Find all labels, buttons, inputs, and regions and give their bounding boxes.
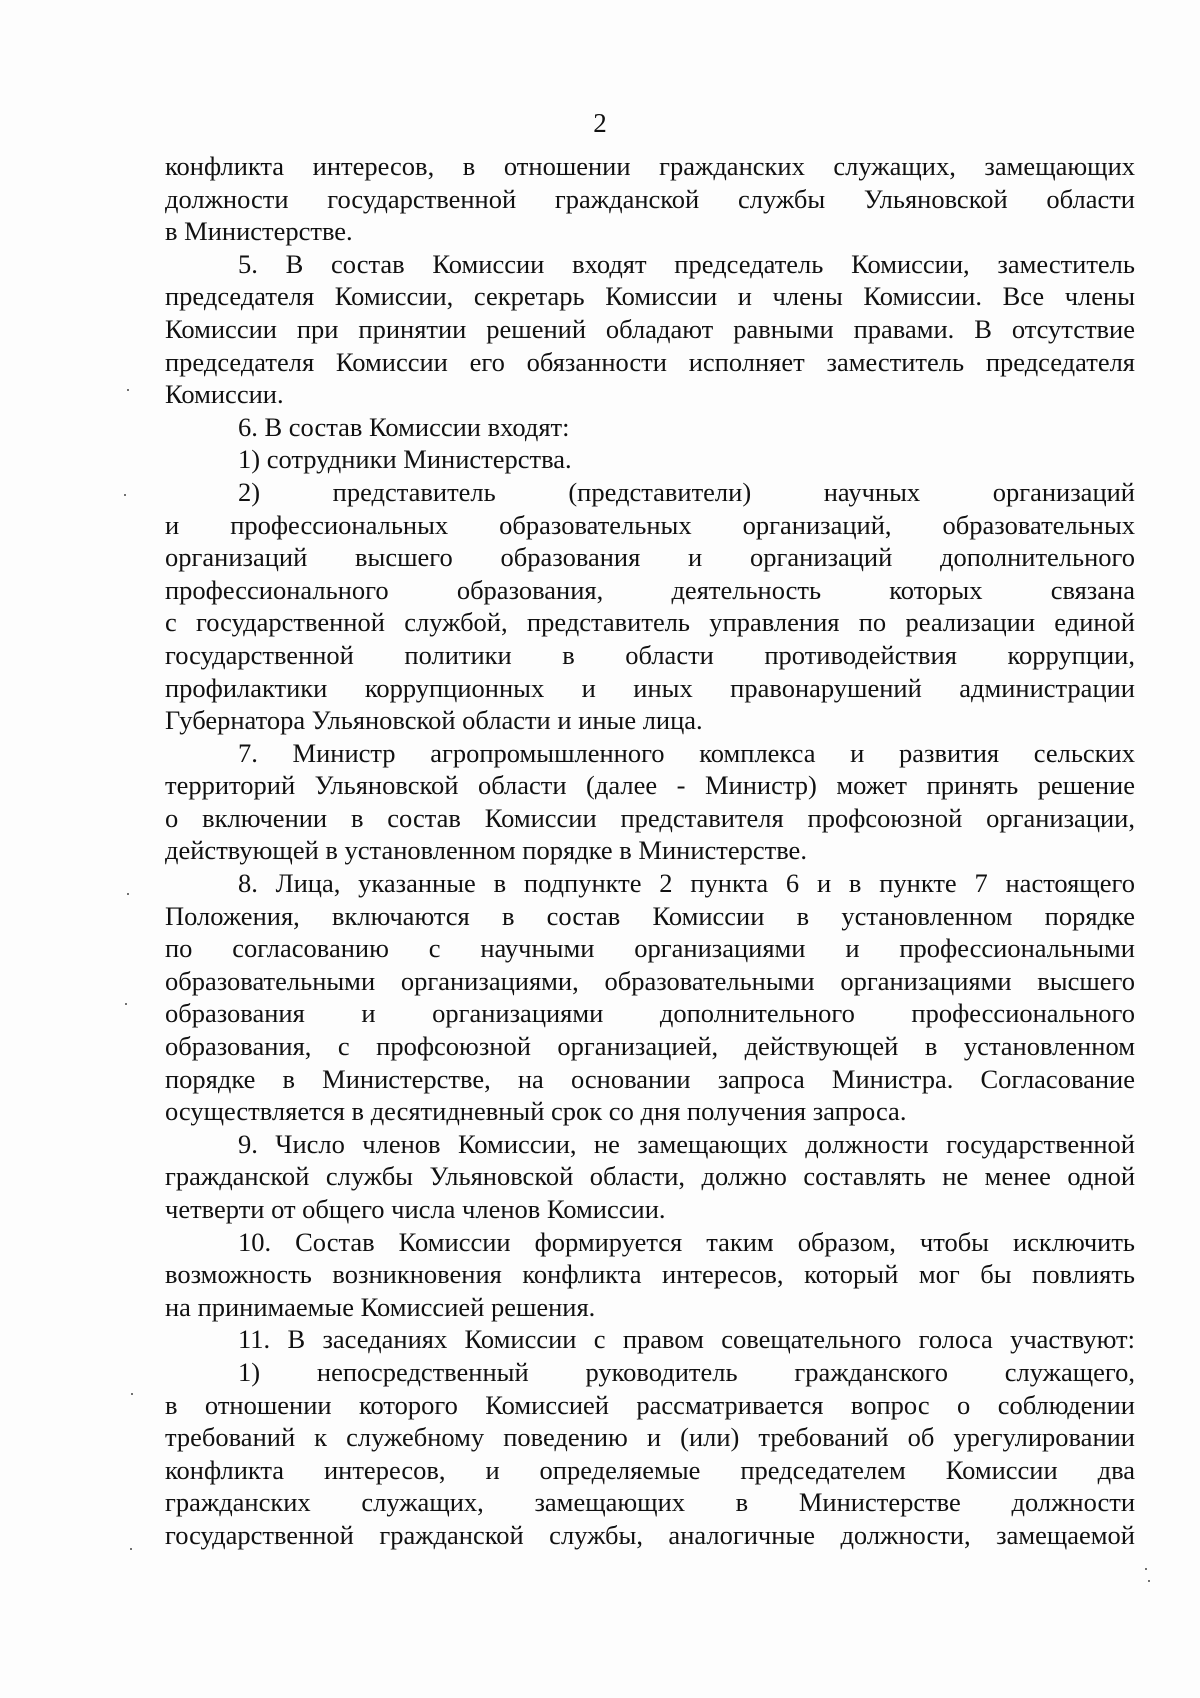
text-line: по согласованию с научными организациями и профессиональными <box>165 933 1135 964</box>
text-line: председателя Комиссии, секретарь Комиссии и члены Комиссии. Все члены <box>165 281 1135 312</box>
text-line: 10. Состав Комиссии формируется таким образом, чтобы исключить <box>238 1226 1135 1257</box>
text-line: в Министерстве. <box>165 216 353 247</box>
text-line: в отношении которого Комиссией рассматривается вопрос о соблюдении <box>165 1389 1135 1420</box>
text-line: Губернатора Ульяновской области и иные лица. <box>165 705 703 736</box>
scan-speck <box>127 893 129 895</box>
text-line: должности государственной гражданской службы Ульяновской области <box>165 183 1135 214</box>
text-line: 9. Число членов Комиссии, не замещающих должности государственной <box>238 1128 1135 1159</box>
scan-speck <box>1148 1580 1150 1582</box>
text-line: 2) представитель (представители) научных организаций <box>238 476 1135 507</box>
text-line: 1) непосредственный руководитель гражданского служащего, <box>238 1356 1135 1387</box>
text-line: на принимаемые Комиссией решения. <box>165 1291 596 1322</box>
text-line: государственной гражданской службы, аналогичные должности, замещаемой <box>165 1519 1135 1550</box>
text-line: территорий Ульяновской области (далее - Министр) может принять решение <box>165 770 1135 801</box>
text-line: конфликта интересов, и определяемые председателем Комиссии два <box>165 1454 1135 1485</box>
text-line: с государственной службой, представитель управления по реализации единой <box>165 607 1135 638</box>
text-line: 7. Министр агропромышленного комплекса и развития сельских <box>238 737 1135 768</box>
text-line: профилактики коррупционных и иных правонарушений администрации <box>165 672 1135 703</box>
text-line: Положения, включаются в состав Комиссии в установленном порядке <box>165 900 1135 931</box>
text-line: образовательными организациями, образовательными организациями высшего <box>165 965 1135 996</box>
text-line: 6. В состав Комиссии входят: <box>238 411 570 442</box>
text-line: гражданских служащих, замещающих в Министерстве должности <box>165 1487 1135 1518</box>
text-line: действующей в установленном порядке в Министерстве. <box>165 835 807 866</box>
scan-speck <box>124 494 126 496</box>
text-line: возможность возникновения конфликта интересов, который мог бы повлиять <box>165 1259 1135 1290</box>
text-line: 1) сотрудники Министерства. <box>238 444 572 475</box>
text-line: председателя Комиссии его обязанности исполняет заместитель председателя <box>165 346 1135 377</box>
text-line: профессионального образования, деятельность которых связана <box>165 574 1135 605</box>
document-body <box>165 150 1135 1552</box>
text-line: требований к служебному поведению и (или) требований об урегулировании <box>165 1422 1135 1453</box>
text-line: образования и организациями дополнительного профессионального <box>165 998 1135 1029</box>
text-line: 8. Лица, указанные в подпункте 2 пункта 6 и в пункте 7 настоящего <box>238 868 1135 899</box>
text-line: организаций высшего образования и организаций дополнительного <box>165 542 1135 573</box>
text-line: Комиссии при принятии решений обладают равными правами. В отсутствие <box>165 313 1135 344</box>
text-line: о включении в состав Комиссии представителя профсоюзной организации, <box>165 802 1135 833</box>
page-number: 2 <box>593 108 607 138</box>
scan-speck <box>130 1548 132 1550</box>
text-line: образования, с профсоюзной организацией, действующей в установленном <box>165 1031 1135 1062</box>
text-line: Комиссии. <box>165 379 284 410</box>
text-line: 11. В заседаниях Комиссии с правом совещательного голоса участвуют: <box>238 1324 1135 1355</box>
text-line: осуществляется в десятидневный срок со дня получения запроса. <box>165 1096 907 1127</box>
text-line: 5. В состав Комиссии входят председатель Комиссии, заместитель <box>238 248 1135 279</box>
scan-speck <box>131 1393 133 1395</box>
text-line: и профессиональных образовательных организаций, образовательных <box>165 509 1135 540</box>
scan-speck <box>1145 1568 1147 1570</box>
text-line: государственной политики в области противодействия коррупции, <box>165 639 1135 670</box>
scan-speck <box>125 1003 127 1005</box>
text-line: четверти от общего числа членов Комиссии. <box>165 1194 666 1224</box>
scan-speck <box>127 389 129 391</box>
text-line: гражданской службы Ульяновской области, должно составлять не менее одной <box>165 1161 1135 1192</box>
text-line: конфликта интересов, в отношении гражданских служащих, замещающих <box>165 151 1135 181</box>
text-line: порядке в Министерстве, на основании запроса Министра. Согласование <box>165 1063 1135 1094</box>
